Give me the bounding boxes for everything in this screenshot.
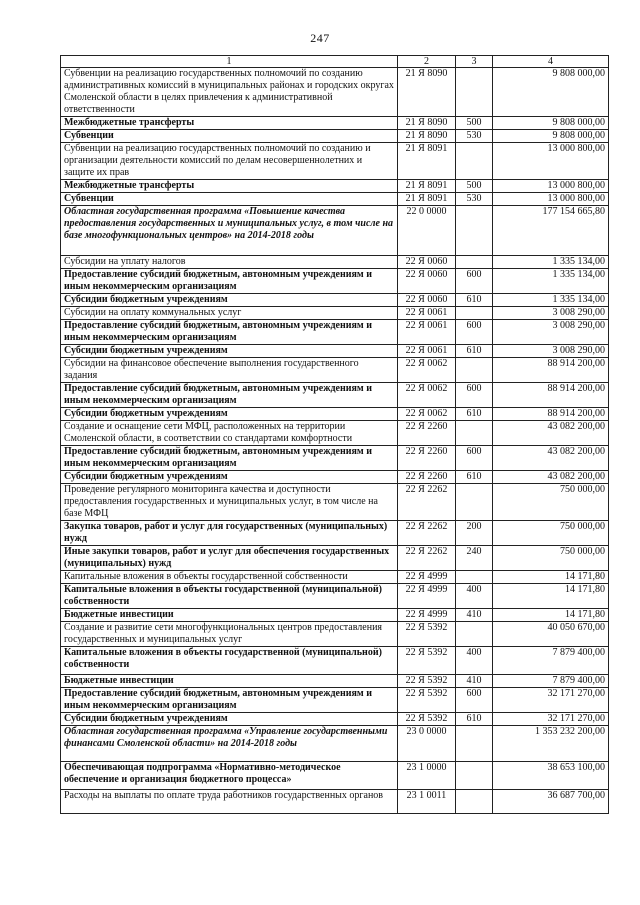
table-row bbox=[61, 571, 609, 584]
cell-name: Капитальные вложения в объекты государственной собственности bbox=[61, 571, 398, 584]
cell-name: Межбюджетные трансферты bbox=[61, 180, 398, 193]
table-row bbox=[61, 521, 609, 546]
table-row bbox=[61, 762, 609, 790]
cell-name: Капитальные вложения в объекты государственной (муниципальной) собственности bbox=[61, 647, 398, 675]
cell-name: Создание и развитие сети многофункциональных центров предоставления государственных и муниципальных услуг bbox=[61, 622, 398, 647]
table-row bbox=[61, 320, 609, 345]
cell-expense-type: 610 bbox=[456, 294, 493, 307]
table-row bbox=[61, 471, 609, 484]
cell-expense-type bbox=[456, 206, 493, 256]
cell-code: 22 Я 0062 bbox=[398, 358, 456, 383]
cell-code: 22 Я 0060 bbox=[398, 294, 456, 307]
table-row bbox=[61, 713, 609, 726]
cell-sum: 13 000 800,00 bbox=[493, 193, 609, 206]
table-row bbox=[61, 647, 609, 675]
cell-sum: 1 335 134,00 bbox=[493, 256, 609, 269]
table-row bbox=[61, 383, 609, 408]
cell-code: 21 Я 8090 bbox=[398, 117, 456, 130]
cell-sum: 14 171,80 bbox=[493, 609, 609, 622]
cell-expense-type bbox=[456, 790, 493, 814]
cell-code: 22 Я 2262 bbox=[398, 546, 456, 571]
cell-sum: 7 879 400,00 bbox=[493, 647, 609, 675]
cell-name: Субвенции bbox=[61, 130, 398, 143]
cell-code: 22 Я 0060 bbox=[398, 269, 456, 294]
cell-expense-type bbox=[456, 256, 493, 269]
table-row bbox=[61, 726, 609, 762]
cell-code: 22 Я 2260 bbox=[398, 446, 456, 471]
cell-name: Субвенции на реализацию государственных полномочий по созданию и организации деятельности комиссий по делам несовершеннолетних и защите их прав bbox=[61, 143, 398, 180]
cell-sum: 3 008 290,00 bbox=[493, 320, 609, 345]
cell-code: 22 Я 0061 bbox=[398, 307, 456, 320]
cell-expense-type: 400 bbox=[456, 647, 493, 675]
cell-sum: 36 687 700,00 bbox=[493, 790, 609, 814]
cell-name: Предоставление субсидий бюджетным, автономным учреждениям и иным некоммерческим организациям bbox=[61, 688, 398, 713]
table-row bbox=[61, 206, 609, 256]
cell-code: 22 Я 2262 bbox=[398, 521, 456, 546]
cell-expense-type: 610 bbox=[456, 471, 493, 484]
cell-name: Предоставление субсидий бюджетным, автономным учреждениям и иным некоммерческим организациям bbox=[61, 269, 398, 294]
cell-code: 22 Я 4999 bbox=[398, 584, 456, 609]
cell-name: Субсидии бюджетным учреждениям bbox=[61, 294, 398, 307]
cell-expense-type: 400 bbox=[456, 584, 493, 609]
cell-expense-type: 200 bbox=[456, 521, 493, 546]
cell-expense-type bbox=[456, 421, 493, 446]
cell-code: 22 Я 5392 bbox=[398, 675, 456, 688]
cell-expense-type: 600 bbox=[456, 320, 493, 345]
cell-code: 21 Я 8091 bbox=[398, 143, 456, 180]
cell-expense-type bbox=[456, 484, 493, 521]
cell-code: 23 1 0000 bbox=[398, 762, 456, 790]
cell-expense-type: 410 bbox=[456, 609, 493, 622]
cell-expense-type bbox=[456, 358, 493, 383]
cell-name: Субсидии бюджетным учреждениям bbox=[61, 345, 398, 358]
cell-code: 22 Я 0061 bbox=[398, 345, 456, 358]
page-number: 247 bbox=[310, 31, 330, 45]
cell-name: Предоставление субсидий бюджетным, автономным учреждениям и иным некоммерческим организациям bbox=[61, 446, 398, 471]
cell-code: 22 Я 2262 bbox=[398, 484, 456, 521]
table-row bbox=[61, 584, 609, 609]
cell-sum: 9 808 000,00 bbox=[493, 130, 609, 143]
cell-sum: 3 008 290,00 bbox=[493, 345, 609, 358]
cell-expense-type: 410 bbox=[456, 675, 493, 688]
table-row bbox=[61, 408, 609, 421]
cell-code: 22 Я 4999 bbox=[398, 571, 456, 584]
table-row bbox=[61, 421, 609, 446]
table-row bbox=[61, 143, 609, 180]
cell-sum: 32 171 270,00 bbox=[493, 688, 609, 713]
cell-name: Бюджетные инвестиции bbox=[61, 675, 398, 688]
budget-table-body bbox=[61, 56, 609, 814]
cell-sum: 88 914 200,00 bbox=[493, 358, 609, 383]
table-row bbox=[61, 180, 609, 193]
cell-name: Субсидии на финансовое обеспечение выполнения государственного задания bbox=[61, 358, 398, 383]
table-row bbox=[61, 269, 609, 294]
cell-name: Областная государственная программа «Управление государственными финансами Смоленской области» на 2014-2018 годы bbox=[61, 726, 398, 762]
cell-sum: 14 171,80 bbox=[493, 584, 609, 609]
cell-expense-type: 600 bbox=[456, 269, 493, 294]
table-row bbox=[61, 675, 609, 688]
table-row bbox=[61, 622, 609, 647]
cell-name: Предоставление субсидий бюджетным, автономным учреждениям и иным некоммерческим организациям bbox=[61, 383, 398, 408]
table-row bbox=[61, 117, 609, 130]
table-row bbox=[61, 307, 609, 320]
cell-sum: 750 000,00 bbox=[493, 546, 609, 571]
table-row bbox=[61, 688, 609, 713]
cell-name: Межбюджетные трансферты bbox=[61, 117, 398, 130]
cell-sum: 750 000,00 bbox=[493, 484, 609, 521]
cell-expense-type bbox=[456, 571, 493, 584]
column-header-vr: 3 bbox=[456, 56, 493, 68]
cell-name: Субсидии на уплату налогов bbox=[61, 256, 398, 269]
cell-expense-type: 600 bbox=[456, 688, 493, 713]
cell-sum: 13 000 800,00 bbox=[493, 143, 609, 180]
cell-code: 23 0 0000 bbox=[398, 726, 456, 762]
cell-sum: 1 335 134,00 bbox=[493, 269, 609, 294]
cell-sum: 43 082 200,00 bbox=[493, 471, 609, 484]
table-row bbox=[61, 446, 609, 471]
cell-sum: 88 914 200,00 bbox=[493, 383, 609, 408]
cell-expense-type: 240 bbox=[456, 546, 493, 571]
cell-sum: 13 000 800,00 bbox=[493, 180, 609, 193]
cell-code: 22 Я 0062 bbox=[398, 408, 456, 421]
cell-code: 21 Я 8091 bbox=[398, 193, 456, 206]
cell-expense-type bbox=[456, 726, 493, 762]
cell-expense-type bbox=[456, 307, 493, 320]
cell-sum: 750 000,00 bbox=[493, 521, 609, 546]
cell-sum: 9 808 000,00 bbox=[493, 117, 609, 130]
column-header-name: 1 bbox=[61, 56, 398, 68]
cell-code: 22 Я 5392 bbox=[398, 622, 456, 647]
table-row bbox=[61, 609, 609, 622]
cell-name: Субвенции bbox=[61, 193, 398, 206]
cell-expense-type bbox=[456, 762, 493, 790]
cell-name: Проведение регулярного мониторинга качества и доступности предоставления государственных и муниципальных услуг, в том числе на базе МФЦ bbox=[61, 484, 398, 521]
cell-name: Обеспечивающая подпрограмма «Нормативно-методическое обеспечение и организация бюджетного процесса» bbox=[61, 762, 398, 790]
cell-expense-type: 530 bbox=[456, 130, 493, 143]
cell-name: Создание и оснащение сети МФЦ, расположенных на территории Смоленской области, в соответствии со стандартами комфортности bbox=[61, 421, 398, 446]
cell-sum: 88 914 200,00 bbox=[493, 408, 609, 421]
cell-code: 22 Я 5392 bbox=[398, 647, 456, 675]
column-header-sum: 4 bbox=[493, 56, 609, 68]
cell-code: 21 Я 8090 bbox=[398, 130, 456, 143]
table-header-row bbox=[61, 56, 609, 68]
cell-sum: 40 050 670,00 bbox=[493, 622, 609, 647]
table-row bbox=[61, 345, 609, 358]
cell-sum: 43 082 200,00 bbox=[493, 421, 609, 446]
table-row bbox=[61, 484, 609, 521]
cell-code: 22 Я 4999 bbox=[398, 609, 456, 622]
cell-sum: 1 335 134,00 bbox=[493, 294, 609, 307]
cell-name: Капитальные вложения в объекты государственной (муниципальной) собственности bbox=[61, 584, 398, 609]
cell-sum: 43 082 200,00 bbox=[493, 446, 609, 471]
cell-sum: 1 353 232 200,00 bbox=[493, 726, 609, 762]
cell-code: 22 0 0000 bbox=[398, 206, 456, 256]
cell-code: 23 1 0011 bbox=[398, 790, 456, 814]
cell-name: Иные закупки товаров, работ и услуг для обеспечения государственных (муниципальных) нужд bbox=[61, 546, 398, 571]
cell-sum: 32 171 270,00 bbox=[493, 713, 609, 726]
cell-expense-type: 530 bbox=[456, 193, 493, 206]
cell-name: Субсидии бюджетным учреждениям bbox=[61, 408, 398, 421]
cell-sum: 7 879 400,00 bbox=[493, 675, 609, 688]
cell-expense-type: 600 bbox=[456, 383, 493, 408]
cell-code: 22 Я 0062 bbox=[398, 383, 456, 408]
cell-expense-type bbox=[456, 68, 493, 117]
cell-code: 22 Я 2260 bbox=[398, 471, 456, 484]
cell-expense-type: 500 bbox=[456, 180, 493, 193]
column-header-code: 2 bbox=[398, 56, 456, 68]
cell-sum: 3 008 290,00 bbox=[493, 307, 609, 320]
cell-name: Расходы на выплаты по оплате труда работников государственных органов bbox=[61, 790, 398, 814]
cell-name: Закупка товаров, работ и услуг для государственных (муниципальных) нужд bbox=[61, 521, 398, 546]
table-row bbox=[61, 68, 609, 117]
cell-name: Субсидии бюджетным учреждениям bbox=[61, 471, 398, 484]
table-row bbox=[61, 790, 609, 814]
cell-code: 22 Я 2260 bbox=[398, 421, 456, 446]
cell-expense-type: 610 bbox=[456, 408, 493, 421]
cell-expense-type: 610 bbox=[456, 713, 493, 726]
table-row bbox=[61, 193, 609, 206]
cell-name: Предоставление субсидий бюджетным, автономным учреждениям и иным некоммерческим организациям bbox=[61, 320, 398, 345]
table-row bbox=[61, 358, 609, 383]
cell-sum: 177 154 665,80 bbox=[493, 206, 609, 256]
cell-sum: 38 653 100,00 bbox=[493, 762, 609, 790]
cell-code: 22 Я 0061 bbox=[398, 320, 456, 345]
cell-name: Субвенции на реализацию государственных полномочий по созданию административных комиссий в муниципальных районах и городских округах Смоленской области в целях привлечения к административной ответственности bbox=[61, 68, 398, 117]
cell-code: 21 Я 8091 bbox=[398, 180, 456, 193]
cell-expense-type: 600 bbox=[456, 446, 493, 471]
table-row bbox=[61, 546, 609, 571]
cell-sum: 9 808 000,00 bbox=[493, 68, 609, 117]
cell-name: Субсидии бюджетным учреждениям bbox=[61, 713, 398, 726]
table-row bbox=[61, 256, 609, 269]
table-row bbox=[61, 130, 609, 143]
cell-code: 22 Я 0060 bbox=[398, 256, 456, 269]
cell-expense-type: 500 bbox=[456, 117, 493, 130]
cell-name: Бюджетные инвестиции bbox=[61, 609, 398, 622]
cell-code: 22 Я 5392 bbox=[398, 713, 456, 726]
cell-expense-type bbox=[456, 622, 493, 647]
cell-name: Областная государственная программа «Повышение качества предоставления государственных и муниципальных услуг, в том числе на базе многофункциональных центров» на 2014-2018 годы bbox=[61, 206, 398, 256]
cell-expense-type: 610 bbox=[456, 345, 493, 358]
cell-code: 21 Я 8090 bbox=[398, 68, 456, 117]
budget-table bbox=[60, 55, 609, 814]
cell-name: Субсидии на оплату коммунальных услуг bbox=[61, 307, 398, 320]
cell-code: 22 Я 5392 bbox=[398, 688, 456, 713]
cell-sum: 14 171,80 bbox=[493, 571, 609, 584]
table-row bbox=[61, 294, 609, 307]
cell-expense-type bbox=[456, 143, 493, 180]
